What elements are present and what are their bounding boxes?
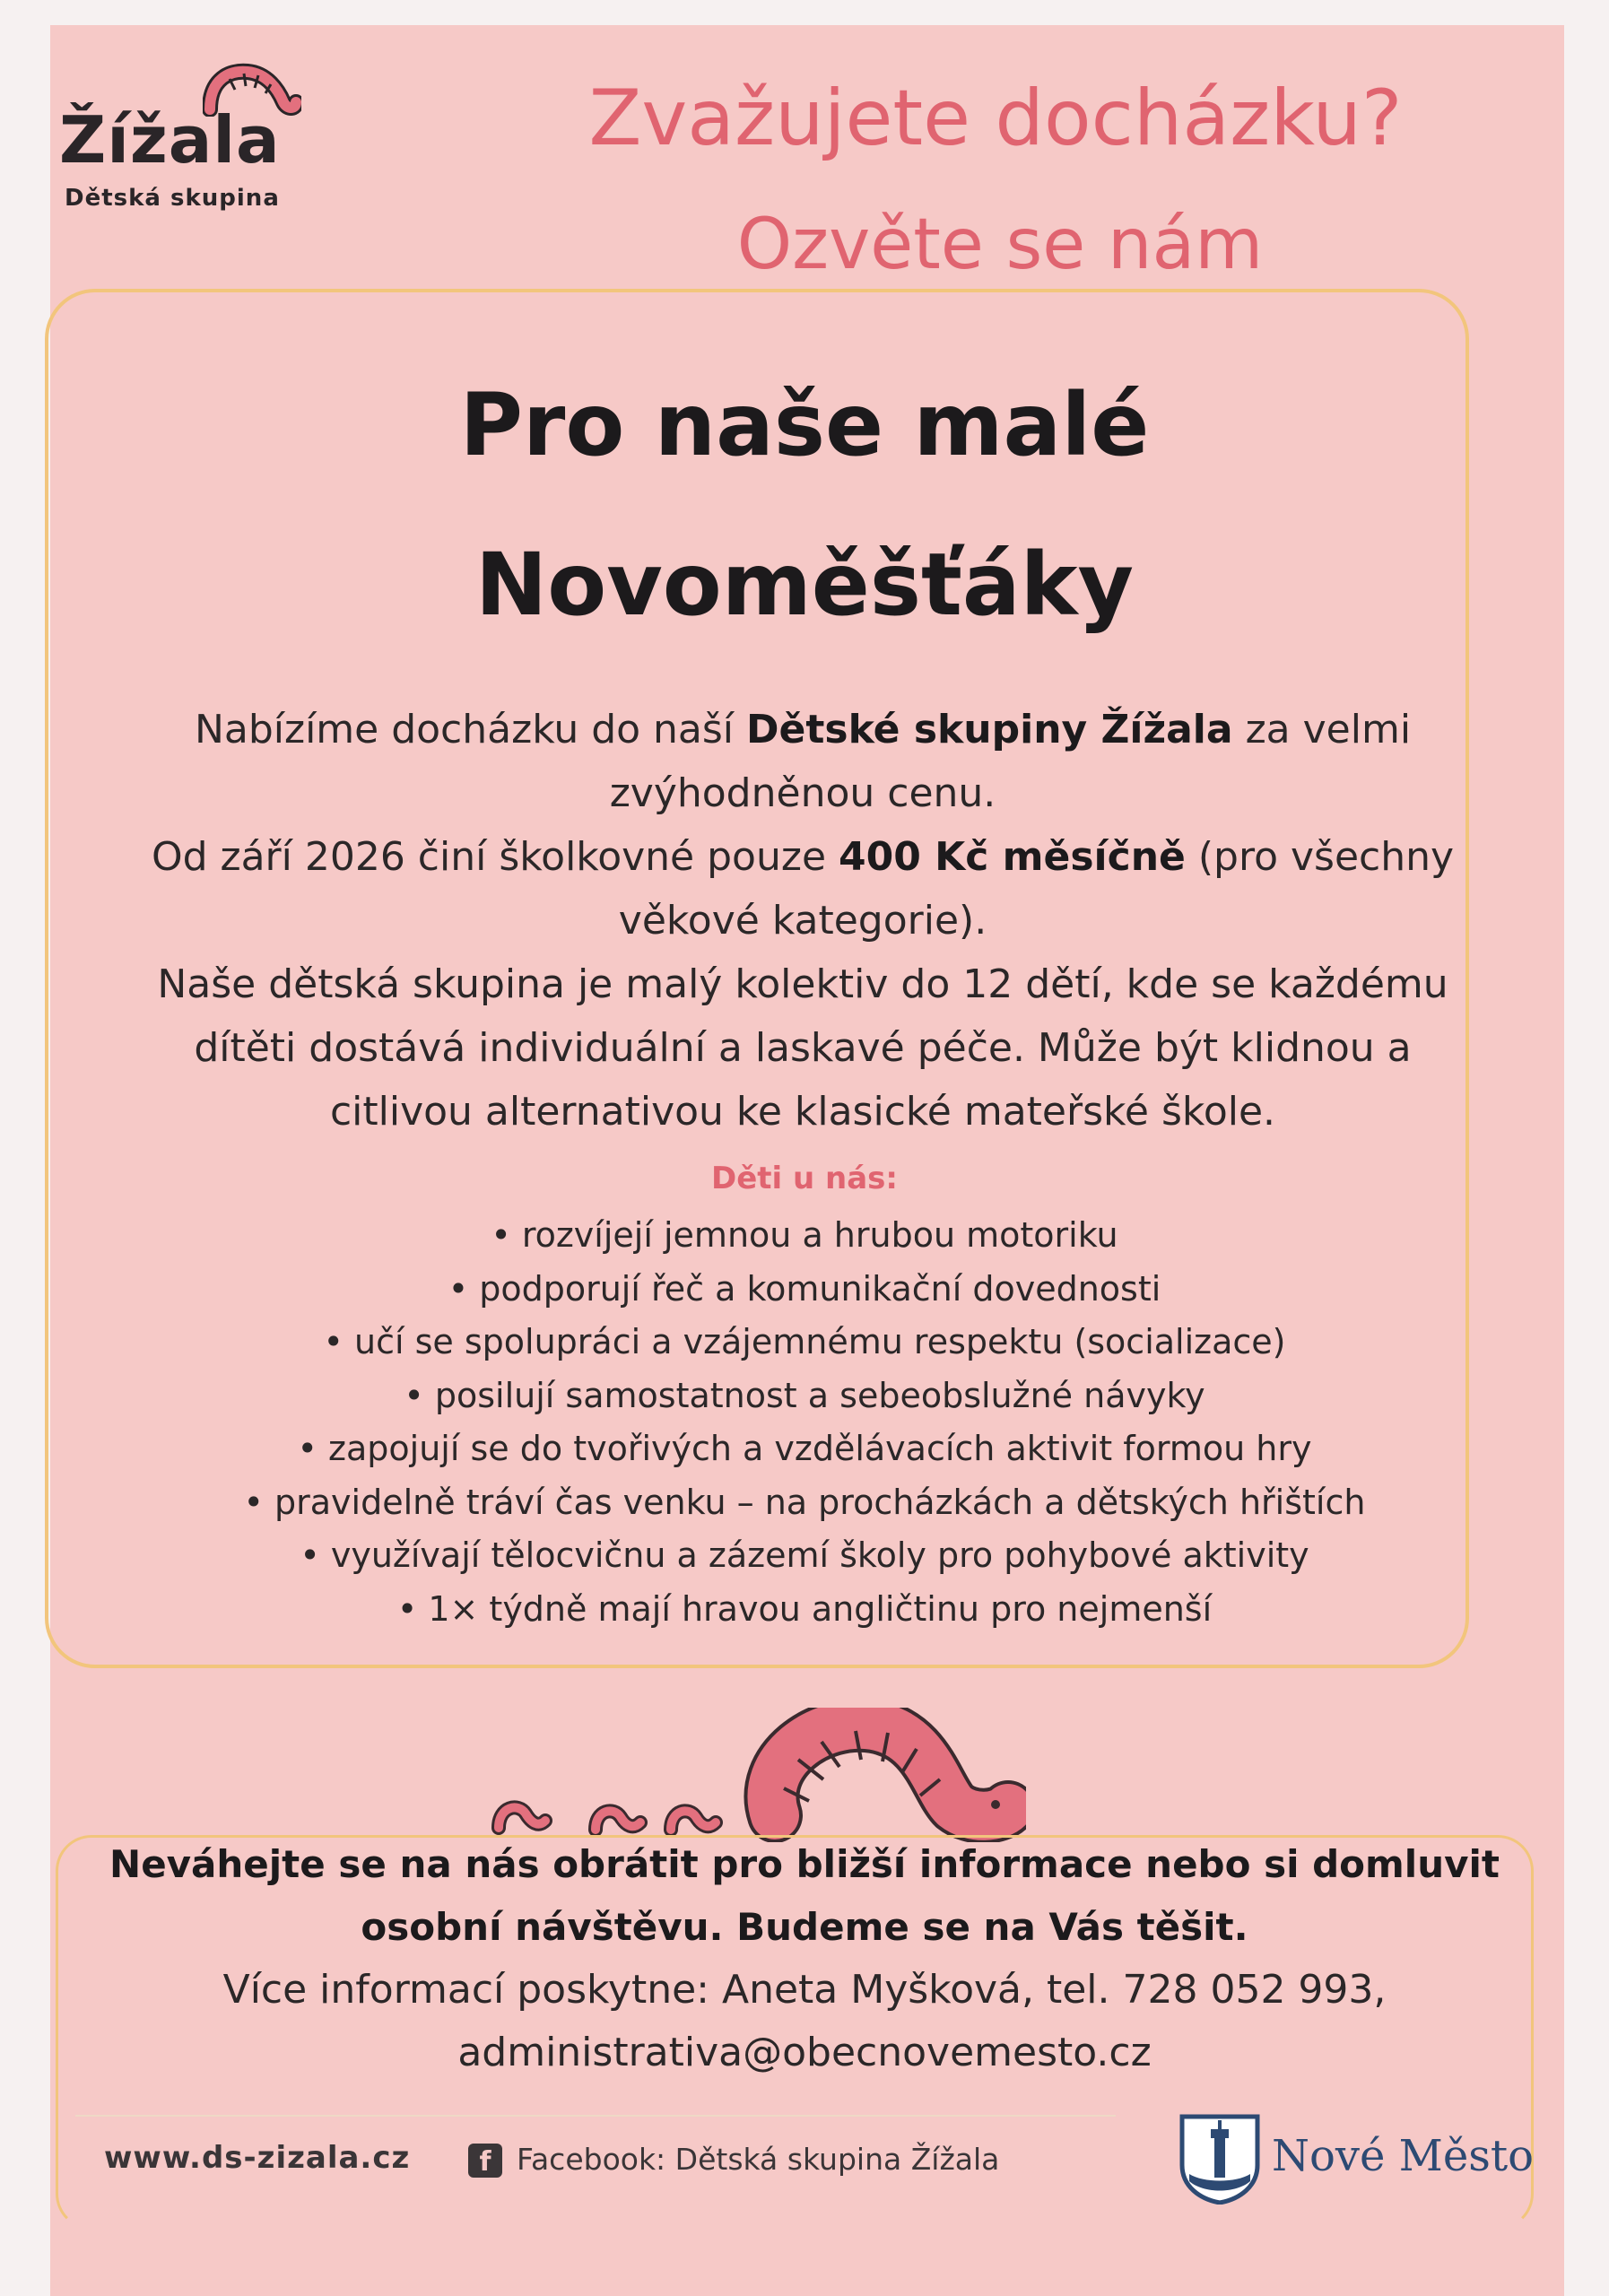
logo	[59, 63, 301, 215]
headline-question: Zvažujete docházku?	[588, 74, 1403, 163]
website-link[interactable]: www.ds-zizala.cz	[104, 2140, 411, 2176]
headline-call: Ozvěte se nám	[736, 204, 1264, 285]
description-paragraph: Naše dětská skupina je malý kolektiv do 12 dětí, kde se každému dítěti dostává individuální a laskavé péče. Může být klidnou a citlivou alternativou ke klasické mateřské škole.	[157, 961, 1448, 1135]
list-item: • rozvíjejí jemnou a hrubou motoriku	[0, 1209, 1609, 1263]
town-name: Nové Město	[1272, 2131, 1535, 2181]
price-text-a: Od září 2026 činí školkovné pouze	[151, 834, 839, 880]
price-text-c: (pro všechny věkové kategorie).	[618, 834, 1455, 944]
facebook-icon: f	[468, 2144, 502, 2178]
worms-illustration-icon	[488, 1708, 1026, 1842]
list-item: • posilují samostatnost a sebeobslužné návyky	[0, 1370, 1609, 1423]
main-title-line-2: Novoměšťáky	[474, 535, 1135, 635]
bullets-heading: Děti u nás:	[710, 1161, 899, 1196]
facebook-link[interactable]: Facebook: Dětská skupina Žížala	[517, 2142, 1000, 2177]
logo-word: Žížala	[59, 102, 281, 178]
intro-paragraph	[117, 698, 1489, 825]
list-item: • zapojují se do tvořivých a vzdělávacích aktivit formou hry	[0, 1422, 1609, 1476]
logo-subtitle: Dětská skupina	[65, 185, 280, 212]
list-item: • učí se spolupráci a vzájemnému respektu (socializace)	[0, 1316, 1609, 1370]
contact-email[interactable]: administrativa@obecnovemesto.cz	[457, 2030, 1152, 2075]
contact-invite-line-2: osobní návštěvu. Budeme se na Vás těšit.	[361, 1905, 1248, 1949]
intro-text-a: Nabízíme docházku do naší	[194, 707, 747, 752]
price-bold: 400 Kč měsíčně	[839, 834, 1186, 880]
list-item: • podporují řeč a komunikační dovednosti	[0, 1263, 1609, 1317]
price-paragraph	[117, 825, 1489, 952]
footer-divider	[75, 2115, 1116, 2117]
town-crest-icon	[1177, 2111, 1263, 2205]
group-name-bold: Dětské skupiny Žížala	[746, 707, 1233, 752]
intro-text-c: za velmi zvýhodněnou cenu.	[609, 707, 1412, 816]
contact-invite-line-1: Neváhejte se na nás obrátit pro bližší informace nebo si domluvit	[109, 1842, 1500, 1886]
main-title-line-1: Pro naše malé	[459, 375, 1150, 475]
list-item: • využívají tělocvičnu a zázemí školy pro pohybové aktivity	[0, 1529, 1609, 1583]
list-item: • 1× týdně mají hravou angličtinu pro nejmenší	[0, 1583, 1609, 1637]
contact-person-line: Více informací poskytne: Aneta Myšková, tel. 728 052 993,	[222, 1967, 1387, 2013]
list-item: • pravidelně tráví čas venku – na procházkách a dětských hřištích	[0, 1476, 1609, 1530]
activities-list	[0, 1209, 1609, 1636]
